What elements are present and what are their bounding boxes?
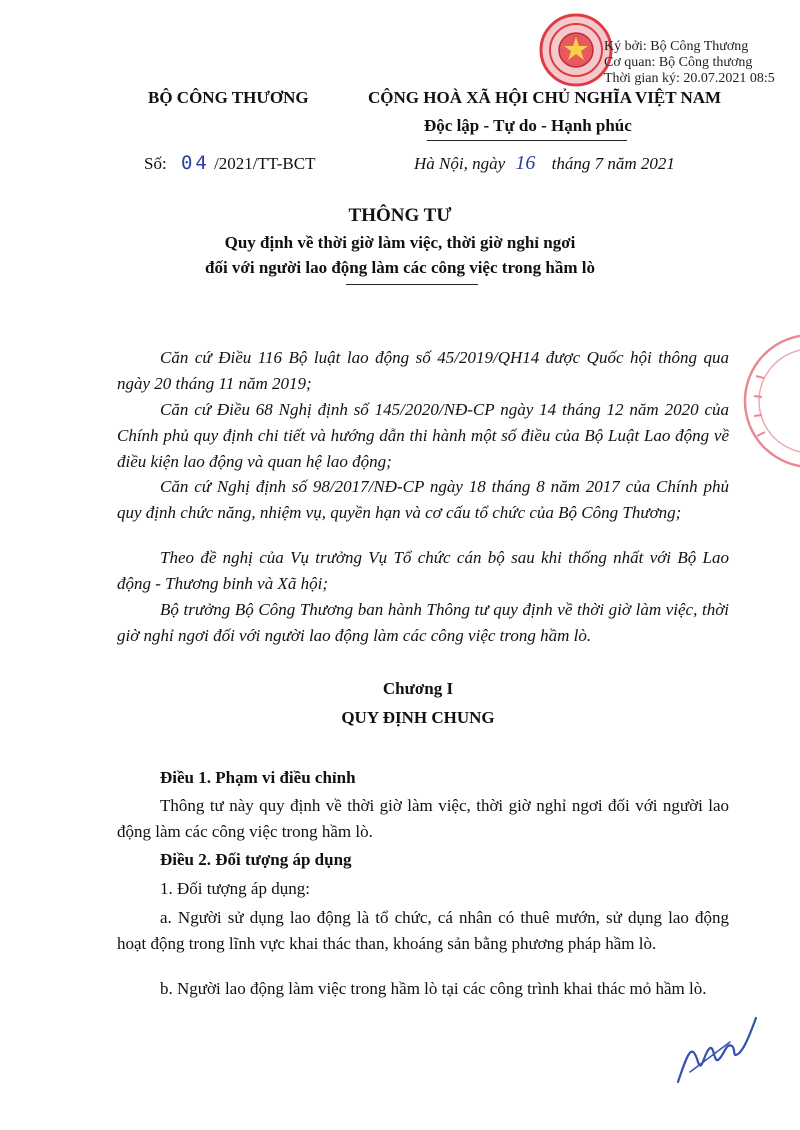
red-seal-icon xyxy=(538,12,614,88)
date-day-handwritten: 16 xyxy=(515,152,536,174)
number-suffix: /2021/TT-BCT xyxy=(214,154,316,173)
country-name: CỘNG HOÀ XÃ HỘI CHỦ NGHĨA VIỆT NAM xyxy=(368,88,722,107)
side-stamp-icon xyxy=(736,326,800,476)
signature-agency: Cơ quan: Bộ Công thương xyxy=(604,55,753,70)
preamble-paragraph: Theo đề nghị của Vụ trưởng Vụ Tổ chức cán bộ sau khi thống nhất với Bộ Lao động - Thương binh và Xã hội; xyxy=(117,548,729,593)
article-2-item-1a: a. Người sử dụng lao động là tổ chức, cá nhân có thuê mướn, sử dụng lao động hoạt động trong lĩnh vực khai thác than, khoáng sản bằng phương pháp hầm lò. xyxy=(117,908,729,953)
signature-signer: Ký bởi: Bộ Công Thương xyxy=(604,39,749,54)
preamble-paragraph: Căn cứ Điều 116 Bộ luật lao động số 45/2019/QH14 được Quốc hội thông qua ngày 20 tháng 11 năm 2019; xyxy=(117,348,729,393)
article-1-text: Thông tư này quy định về thời giờ làm việc, thời giờ nghỉ ngơi đối với người lao động làm các công việc trong hầm lò. xyxy=(117,796,729,841)
preamble-paragraph: Bộ trưởng Bộ Công Thương ban hành Thông tư quy định về thời giờ làm việc, thời giờ nghỉ ngơi đối với người lao động làm các công việc trong hầm lò. xyxy=(117,600,729,645)
preamble-paragraph: Căn cứ Điều 68 Nghị định số 145/2020/NĐ-CP ngày 14 tháng 12 năm 2020 của Chính phủ quy định chi tiết và hướng dẫn thi hành một số điều của Bộ Luật Lao động về điều kiện lao động và quan hệ lao động; xyxy=(117,400,729,471)
article-2-item-1b: b. Người lao động làm việc trong hầm lò tại các công trình khai thác mỏ hầm lò. xyxy=(160,979,707,998)
document-type: THÔNG TƯ xyxy=(348,205,452,226)
number-handwritten: 04 xyxy=(180,152,210,174)
document-subject-line1: Quy định về thời giờ làm việc, thời giờ nghỉ ngơi xyxy=(224,233,576,252)
digital-signature-info xyxy=(604,39,775,87)
article-2-title: Điều 2. Đối tượng áp dụng xyxy=(160,850,352,869)
ministry-name: BỘ CÔNG THƯƠNG xyxy=(148,88,309,107)
document-date xyxy=(414,152,675,175)
article-2-item-1: 1. Đối tượng áp dụng: xyxy=(160,879,310,898)
national-motto: Độc lập - Tự do - Hạnh phúc xyxy=(424,116,632,135)
article-1-title: Điều 1. Phạm vi điều chỉnh xyxy=(160,768,356,787)
chapter-number: Chương I xyxy=(382,679,454,698)
signature-time: Thời gian ký: 20.07.2021 08:5 xyxy=(604,71,775,86)
date-suffix: tháng 7 năm 2021 xyxy=(551,154,675,173)
document-subject-line2: đối với người lao động làm các công việc trong hầm lò xyxy=(205,258,595,277)
date-prefix: Hà Nội, ngày xyxy=(414,154,506,173)
chapter-title: QUY ĐỊNH CHUNG xyxy=(341,708,495,727)
number-label: Số: xyxy=(144,154,167,173)
document-number xyxy=(144,152,315,174)
preamble-paragraph: Căn cứ Nghị định số 98/2017/NĐ-CP ngày 18 tháng 8 năm 2017 của Chính phủ quy định chức năng, nhiệm vụ, quyền hạn và cơ cấu tổ chức của Bộ Công Thương; xyxy=(117,477,729,522)
title-underline xyxy=(346,284,478,285)
motto-underline xyxy=(427,140,627,141)
handwritten-initials-icon xyxy=(670,1012,770,1092)
